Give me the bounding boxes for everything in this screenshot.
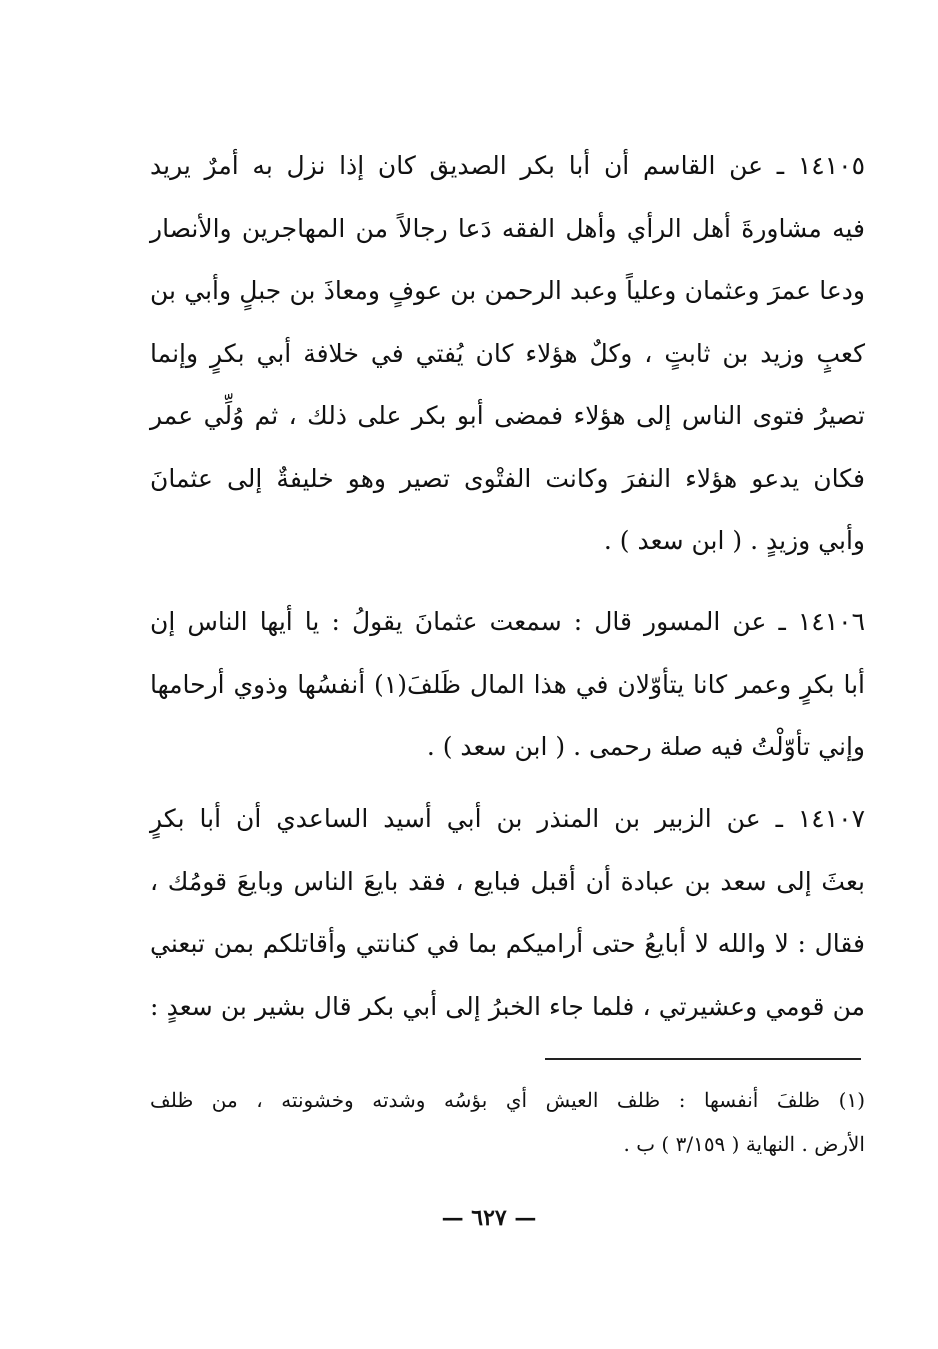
text-line: من قومي وعشيرتي ، فلما جاء الخبرُ إلى أبي بكر قال بشير بن سعدٍ : (150, 991, 865, 1021)
page-number: — ٦٢٧ — (441, 1205, 537, 1231)
text-line: فيه مشاورةَ أهل الرأي وأهل الفقه دَعا رجالاً من المهاجرين والأنصار (150, 213, 865, 243)
text-line: كعبٍ وزيد بن ثابتٍ ، وكلٌ هؤلاء كان يُفتي في خلافة أبي بكرٍ وإنما (150, 338, 865, 368)
text-line: وإني تأوّلْتُ فيه صلة رحمى . ( ابن سعد ) . (426, 732, 865, 761)
text-line: تصيرُ فتوى الناس إلى هؤلاء فمضى أبو بكر على ذلك ، ثم وُلِّي عمر (150, 401, 865, 430)
footnote (150, 1078, 865, 1166)
text-line: بعثَ إلى سعد بن عبادة أن أقبل فبايع ، فقد بايعَ الناس وبايعَ قومُك ، (150, 866, 865, 896)
footnote-line: (١) ظلفَ أنفسها : ظلف العيش أي بؤسُه وشدته وخشونته ، من ظلف (150, 1088, 865, 1112)
hadith-paragraph-14106 (150, 591, 865, 779)
text-line: ١٤١٠٥ ـ عن القاسم أن أبا بكر الصديق كان إذا نزل به أمرٌ يريد (150, 151, 865, 180)
text-line: ١٤١٠٧ ـ عن الزبير بن المنذر بن أبي أسيد الساعدي أن أبا بكرٍ (150, 804, 865, 833)
text-line: فقال : لا والله لا أبايعُ حتى أراميكم بما في كنانتي وأقاتلكم بمن تبعني (150, 929, 865, 958)
text-line: ١٤١٠٦ ـ عن المسور قال : سمعت عثمانَ يقولُ : يا أيها الناس إن (150, 607, 865, 636)
text-line: أبا بكرٍ وعمر كانا يتأوّلان في هذا المال ظَلفَ(١) أنفسُها وذوي أرحامها (150, 669, 866, 699)
text-line: ودعا عمرَ وعثمان وعلياً وعبد الرحمن بن عوفٍ ومعاذَ بن جبلٍ وأبي بن (150, 276, 865, 305)
text-line: وأبي وزيدٍ . ( ابن سعد ) . (603, 526, 865, 555)
footnote-line: الأرض . النهاية ( ٣/١٥٩ ) ب . (623, 1132, 865, 1156)
footnote-divider (545, 1058, 861, 1060)
hadith-paragraph-14107 (150, 788, 865, 1038)
text-line: فكان يدعو هؤلاء النفرَ وكانت الفتْوى تصير وهو خليفةٌ إلى عثمانَ (150, 463, 865, 493)
hadith-paragraph-14105 (150, 135, 865, 573)
